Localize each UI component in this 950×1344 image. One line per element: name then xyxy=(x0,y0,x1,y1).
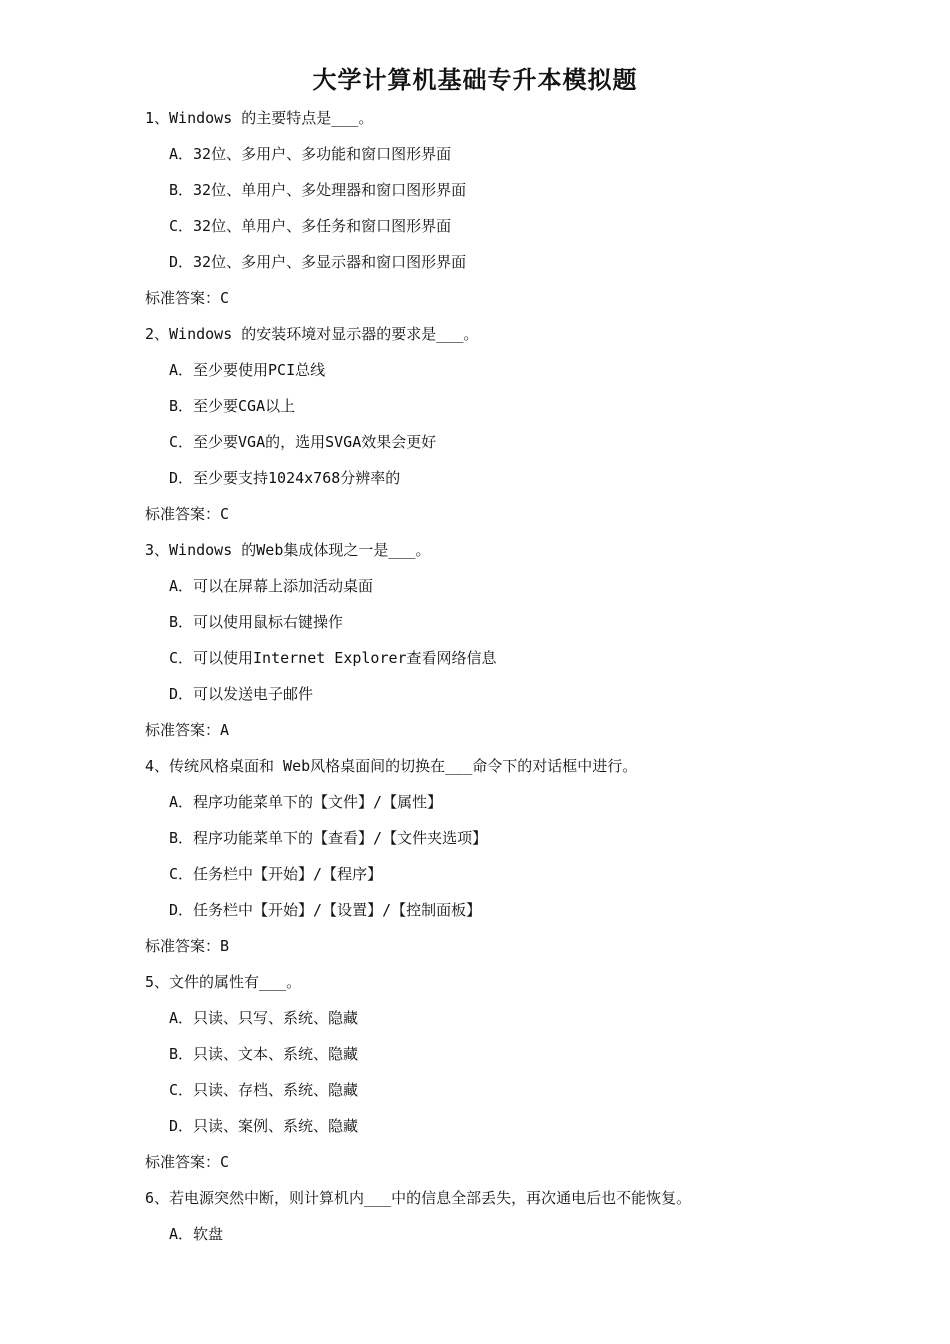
question-stem: 4、传统风格桌面和 Web风格桌面间的切换在___命令下的对话框中进行。 xyxy=(145,757,638,775)
question-list xyxy=(145,100,845,1252)
answer-option: D．可以发送电子邮件 xyxy=(169,685,314,703)
answer-option: B．可以使用鼠标右键操作 xyxy=(169,613,344,631)
question-stem: 1、Windows 的主要特点是___。 xyxy=(145,109,374,127)
answer-option: C．32位、单用户、多任务和窗口图形界面 xyxy=(169,217,452,235)
answer-option: A．软盘 xyxy=(169,1225,224,1243)
answer-option: B．只读、文本、系统、隐藏 xyxy=(169,1045,359,1063)
answer-option: D．任务栏中【开始】/【设置】/【控制面板】 xyxy=(169,901,482,919)
standard-answer: 标准答案：C xyxy=(145,505,230,523)
document-title: 大学计算机基础专升本模拟题 xyxy=(312,65,638,94)
question-stem: 6、若电源突然中断，则计算机内___中的信息全部丢失，再次通电后也不能恢复。 xyxy=(145,1189,692,1207)
answer-option: C．至少要VGA的，选用SVGA效果会更好 xyxy=(169,433,437,451)
answer-option: A．至少要使用PCI总线 xyxy=(169,361,326,379)
answer-option: A．32位、多用户、多功能和窗口图形界面 xyxy=(169,145,452,163)
answer-option: B．32位、单用户、多处理器和窗口图形界面 xyxy=(169,181,467,199)
standard-answer: 标准答案：C xyxy=(145,289,230,307)
answer-option: C．任务栏中【开始】/【程序】 xyxy=(169,865,383,883)
answer-option: B．程序功能菜单下的【查看】/【文件夹选项】 xyxy=(169,829,488,847)
question-stem: 3、Windows 的Web集成体现之一是___。 xyxy=(145,541,431,559)
answer-option: A．程序功能菜单下的【文件】/【属性】 xyxy=(169,793,443,811)
answer-option: D．32位、多用户、多显示器和窗口图形界面 xyxy=(169,253,467,271)
standard-answer: 标准答案：B xyxy=(145,937,230,955)
answer-option: C．可以使用Internet Explorer查看网络信息 xyxy=(169,649,497,667)
answer-option: D．只读、案例、系统、隐藏 xyxy=(169,1117,359,1135)
answer-option: B．至少要CGA以上 xyxy=(169,397,296,415)
standard-answer: 标准答案：A xyxy=(145,721,230,739)
standard-answer: 标准答案：C xyxy=(145,1153,230,1171)
answer-option: A．可以在屏幕上添加活动桌面 xyxy=(169,577,374,595)
answer-option: A．只读、只写、系统、隐藏 xyxy=(169,1009,359,1027)
question-stem: 5、文件的属性有___。 xyxy=(145,973,302,991)
answer-option: C．只读、存档、系统、隐藏 xyxy=(169,1081,359,1099)
answer-option: D．至少要支持1024x768分辨率的 xyxy=(169,469,401,487)
question-stem: 2、Windows 的安装环境对显示器的要求是___。 xyxy=(145,325,479,343)
